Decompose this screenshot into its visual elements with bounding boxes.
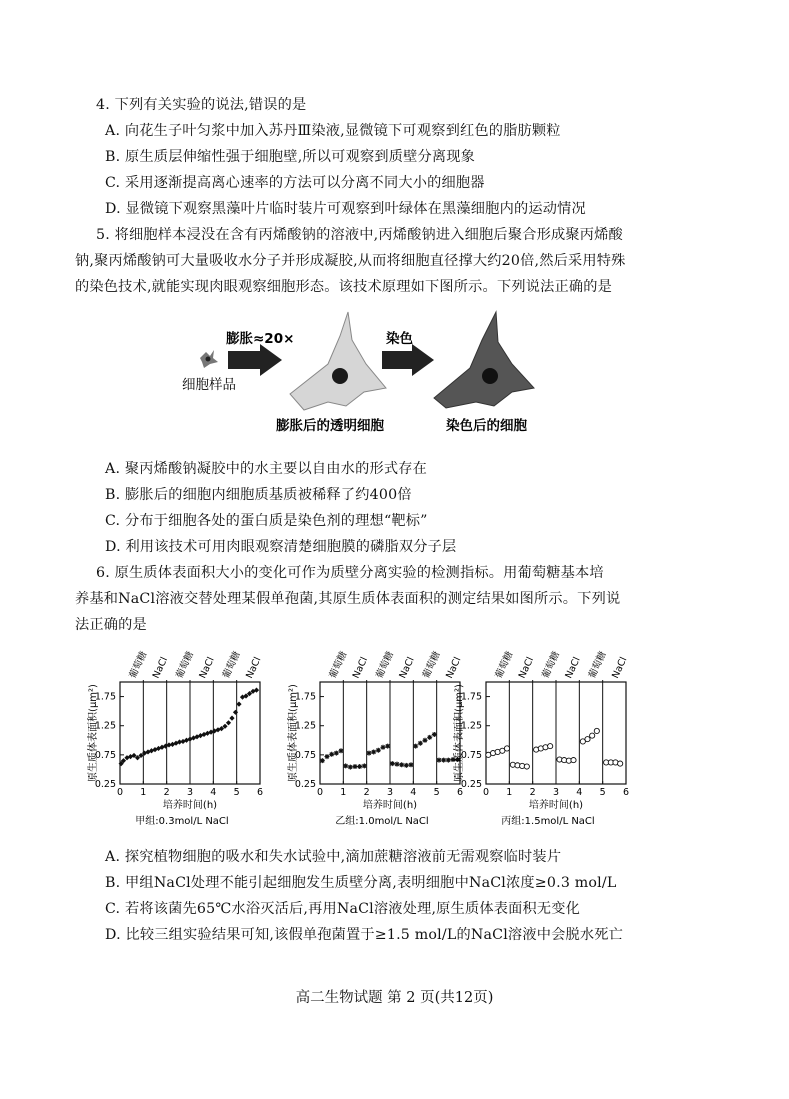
y-tick-label: 1.75 (94, 691, 116, 703)
y-tick-label: 0.75 (460, 749, 482, 761)
data-point (432, 732, 437, 737)
arrow2-label: 染色 (386, 331, 413, 347)
treatment-label: NaCl (150, 655, 171, 681)
x-tick-label: 0 (116, 787, 124, 798)
x-tick-label: 1 (506, 787, 513, 798)
treatment-label: NaCl (563, 655, 583, 681)
arrow1-label: 膨胀≈20× (226, 331, 295, 347)
q5-option-b: B. 膨胀后的细胞内细胞质基质被稀释了约400倍 (105, 487, 412, 503)
y-tick-label: 0.25 (294, 779, 316, 790)
page-footer: 高二生物试题 第 2 页(共12页) (295, 990, 494, 1006)
data-point (390, 761, 395, 766)
data-point (404, 763, 409, 768)
data-point (618, 761, 623, 766)
q6-stem-line-1: 6. 原生质体表面积大小的变化可作为质壁分离实验的检测指标。用葡萄糖基本培 (96, 565, 604, 581)
data-point (409, 762, 414, 767)
y-axis-label: 原生质体表面积(μm²) (288, 684, 299, 782)
treatment-label: 葡萄糖 (493, 649, 516, 681)
data-point (395, 762, 400, 767)
data-point (524, 764, 529, 769)
x-tick-label: 2 (363, 787, 370, 798)
treatment-label: NaCl (610, 655, 630, 681)
expansion-microscopy-figure (178, 306, 558, 438)
data-point (437, 758, 442, 763)
q5-stem-line-3: 的染色技术,就能实现肉眼观察细胞形态。该技术原理如下图所示。下列说法正确的是 (75, 279, 613, 295)
y-tick-label: 1.75 (294, 691, 316, 703)
data-point (441, 758, 446, 763)
x-tick-label: 3 (386, 787, 394, 798)
y-tick-label: 0.75 (294, 749, 316, 761)
y-tick-label: 0.75 (94, 749, 116, 761)
data-point (399, 762, 404, 767)
treatment-label: NaCl (350, 655, 371, 681)
q6-stem-line-2: 养基和NaCl溶液交替处理某假单孢菌,其原生质体表面积的测定结果如图所示。下列说 (75, 591, 621, 607)
x-tick-label: 4 (576, 787, 583, 798)
data-point (325, 754, 330, 759)
x-axis-label: 培养时间(h) (162, 800, 218, 811)
treatment-label: 葡萄糖 (127, 649, 150, 681)
data-point (334, 751, 339, 756)
data-point (371, 749, 376, 754)
x-tick-label: 0 (482, 787, 490, 798)
chart-yi (290, 642, 480, 832)
chart-yi-svg (290, 642, 480, 828)
x-tick-label: 4 (410, 787, 417, 798)
treatment-label: NaCl (397, 655, 417, 681)
x-tick-label: 6 (456, 787, 464, 798)
sample-label: 细胞样品 (182, 377, 236, 393)
q6-option-b: B. 甲组NaCl处理不能引起细胞发生质壁分离,表明细胞中NaCl浓度≥0.3 mol/L (105, 875, 617, 891)
x-tick-label: 3 (552, 787, 560, 798)
data-point (236, 702, 241, 707)
stained-label: 染色后的细胞 (446, 418, 527, 434)
data-point (594, 728, 599, 733)
chart-jia-svg (90, 642, 280, 828)
q6-option-c: C. 若将该菌先65℃水浴灭活后,再用NaCl溶液处理,原生质体表面积无变化 (105, 901, 581, 917)
q5-option-c: C. 分布于细胞各处的蛋白质是染色剂的理想“靶标” (105, 513, 428, 529)
treatment-label: 葡萄糖 (174, 649, 197, 681)
chart-title: 甲组:0.3mol/L NaCl (135, 816, 229, 827)
data-point (320, 758, 325, 763)
y-tick-label: 0.25 (94, 779, 116, 790)
data-point (357, 764, 362, 769)
x-tick-label: 2 (163, 787, 170, 798)
treatment-label: 葡萄糖 (540, 649, 563, 681)
x-tick-label: 1 (140, 787, 147, 798)
data-point (385, 744, 390, 749)
treatment-label: 葡萄糖 (420, 649, 443, 681)
treatment-label: 葡萄糖 (220, 649, 243, 681)
data-point (413, 744, 418, 749)
chart-bing-svg (456, 642, 646, 828)
x-axis-label: 培养时间(h) (362, 800, 418, 811)
q5-option-d: D. 利用该技术可用肉眼观察清楚细胞膜的磷脂双分子层 (105, 539, 457, 555)
y-tick-label: 0.25 (460, 779, 482, 790)
data-point (226, 720, 231, 725)
data-point (571, 758, 576, 763)
treatment-label: 葡萄糖 (374, 649, 397, 681)
chart-title: 乙组:1.0mol/L NaCl (335, 816, 429, 827)
data-point (585, 737, 590, 742)
stain-arrow-icon (382, 344, 434, 376)
q4-option-d: D. 显微镜下观察黑藻叶片临时装片可观察到叶绿体在黑藻细胞内的运动情况 (105, 201, 586, 217)
x-tick-label: 3 (186, 787, 194, 798)
data-point (418, 741, 423, 746)
data-point (423, 738, 428, 743)
data-point (339, 748, 344, 753)
q6-stem-line-3: 法正确的是 (75, 617, 147, 633)
x-tick-label: 0 (316, 787, 324, 798)
q4-option-c: C. 采用逐渐提高离心速率的方法可以分离不同大小的细胞器 (105, 175, 485, 191)
x-tick-label: 4 (210, 787, 217, 798)
y-axis-label: 原生质体表面积(μm²) (454, 684, 465, 782)
q6-option-a: A. 探究植物细胞的吸水和失水试验中,滴加蔗糖溶液前无需观察临时装片 (105, 849, 562, 865)
x-tick-label: 1 (340, 787, 347, 798)
x-tick-label: 6 (622, 787, 630, 798)
treatment-label: NaCl (516, 655, 537, 681)
y-tick-label: 1.25 (294, 720, 316, 732)
treatment-label: 葡萄糖 (586, 649, 609, 681)
data-point (362, 763, 367, 768)
data-point (590, 733, 595, 738)
x-axis-label: 培养时间(h) (528, 800, 584, 811)
y-tick-label: 1.25 (94, 720, 116, 732)
data-point (504, 746, 509, 751)
data-point (427, 735, 432, 740)
x-tick-label: 5 (433, 787, 440, 798)
treatment-label: NaCl (244, 655, 264, 681)
data-point (348, 765, 353, 770)
q4-option-b: B. 原生质层伸缩性强于细胞壁,所以可观察到质壁分离现象 (105, 149, 476, 165)
data-point (376, 748, 381, 753)
x-tick-label: 2 (529, 787, 536, 798)
data-point (353, 764, 358, 769)
x-tick-label: 5 (599, 787, 606, 798)
expanded-label: 膨胀后的透明细胞 (276, 418, 384, 434)
sample-cell-icon (200, 350, 218, 368)
expand-arrow-icon (228, 344, 282, 376)
q5-stem-line-2: 钠,聚丙烯酸钠可大量吸收水分子并形成凝胶,从而将细胞直径撑大约20倍,然后采用特殊 (75, 253, 626, 269)
q4-stem: 4. 下列有关实验的说法,错误的是 (96, 97, 307, 113)
data-point (548, 744, 553, 749)
data-point (446, 758, 451, 763)
q5-option-a: A. 聚丙烯酸钠凝胶中的水主要以自由水的形式存在 (105, 461, 428, 477)
x-tick-label: 6 (256, 787, 264, 798)
data-point (233, 710, 238, 715)
data-point (367, 751, 372, 756)
treatment-label: NaCl (197, 655, 217, 681)
chart-jia (90, 642, 280, 832)
treatment-label: NaCl (444, 655, 464, 681)
chart-title: 丙组:1.5mol/L NaCl (501, 816, 595, 827)
data-point (343, 763, 348, 768)
q5-stem-line-1: 5. 将细胞样本浸没在含有丙烯酸钠的溶液中,丙烯酸钠进入细胞后聚合形成聚丙烯酸 (96, 227, 623, 243)
q6-option-d: D. 比较三组实验结果可知,该假单孢菌置于≥1.5 mol/L的NaCl溶液中会脱水死亡 (105, 927, 624, 943)
y-axis-label: 原生质体表面积(μm²) (88, 684, 99, 782)
y-tick-label: 1.75 (460, 691, 482, 703)
y-tick-label: 1.25 (460, 720, 482, 732)
data-point (229, 716, 234, 721)
q4-option-a: A. 向花生子叶匀浆中加入苏丹Ⅲ染液,显微镜下可观察到红色的脂肪颗粒 (105, 123, 561, 139)
stained-cell-icon (434, 312, 534, 408)
x-tick-label: 5 (233, 787, 240, 798)
expanded-cell-icon (290, 312, 386, 410)
data-point (381, 745, 386, 750)
treatment-label: 葡萄糖 (327, 649, 350, 681)
chart-bing (456, 642, 646, 832)
data-point (329, 752, 334, 757)
